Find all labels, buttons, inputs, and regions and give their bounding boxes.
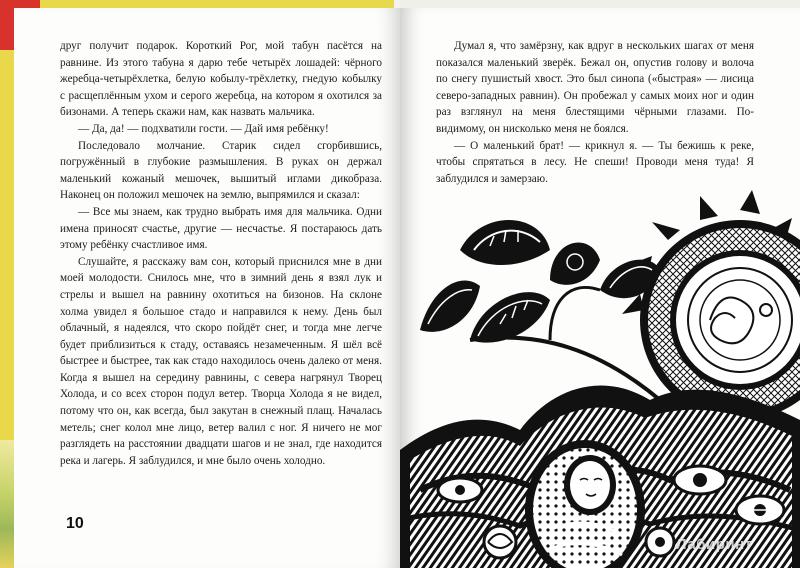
shell-ornament-icon <box>646 528 674 556</box>
ornamental-illustration <box>400 190 800 568</box>
right-top-edge <box>400 0 800 8</box>
paragraph: Слушайте, я расскажу вам сон, который приснился мне в дни моей молодости. Снилось мне, что в зимний день я взял лук и стрелы и вышел на равнину охотиться на бизонов. На склоне холма увидел я большое стадо и направился к нему. День был облачный, я надеялся, что скоро пойдёт снег, и тогда мне легче будет приблизиться к стаду, оставаясь незамеченным. Я шёл всё быстрее и быстрее, так как стадо находилось очень далеко от меня. Когда я вышел на середину равнины, с севера нагрянул Творец Холода, и со всех сторон подул ветер. Творца Холода я не видел, потому что он, как всегда, был закутан в снежный плащ. Началась метель; снег колол мне лицо, ветер валил с ног. Я ничего не мог разглядеть на расстоянии двадцати шагов и не знал, где находится река и лагерь. Я заблудился, и мне было очень холодно. <box>60 255 382 467</box>
paragraph: — Да, да! — подхватили гости. — Дай имя ребёнку! <box>78 122 329 135</box>
left-page-text <box>60 38 382 469</box>
leaf-icon <box>550 243 600 285</box>
paragraph: — Все мы знаем, как трудно выбрать имя для мальчика. Одни имена приносят счастье, другие — несчастье. Я постараюсь дать этому ребёнку счастливое имя. <box>60 205 382 252</box>
paragraph: — О маленький брат! — крикнул я. — Ты бежишь к реке, чтобы спрятаться в лесу. Не спеши! Проводи меня туда! Я заблудился и замерзаю. <box>436 139 754 185</box>
watermark: Лабиринт <box>676 536 753 553</box>
paragraph: Последовало молчание. Старик сидел сгорбившись, погружённый в глубокие размышления. В руках он держал маленький кожаный мешочек, вышитый иглами дикобраза. Наконец он положил мешочек на землю, выпрямился и сказал: <box>60 139 382 202</box>
paragraph: друг получит подарок. Короткий Рог, мой табун пасётся на равнине. Из этого табуна я дарю тебе четырёх лошадей: чёрного жеребца-четырёхлетка, белую кобылу-трёхлетку, гнедую кобылку с расщеплённым ухом и серого жеребца, на котором я охотился за бизонами. А теперь скажи нам, как назвать мальчика. <box>60 40 382 119</box>
right-page-text <box>436 38 754 187</box>
leaf-icon <box>420 280 480 331</box>
eye-ornament-icon <box>736 496 784 524</box>
paragraph: Думал я, что замёрзну, как вдруг в нескольких шагах от меня показался маленький зверёк. Бежал он, опустив голову и волоча по снегу пушистый хвост. Это был синопа («быстрая» — лисица северо-западных равнин). Он пробежал у самых моих ног и один раз взглянул на меня блестящими чёрными глазами. По-видимому, он нисколько меня не боялся. <box>436 40 754 135</box>
cover-edge-illustration <box>0 440 14 568</box>
leaf-icon <box>460 220 550 265</box>
leaf-icon <box>470 292 550 342</box>
page-number: 10 <box>66 515 84 532</box>
eye-ornament-icon <box>674 466 726 494</box>
shell-ornament-icon <box>484 526 516 558</box>
eye-ornament-icon <box>438 478 482 502</box>
